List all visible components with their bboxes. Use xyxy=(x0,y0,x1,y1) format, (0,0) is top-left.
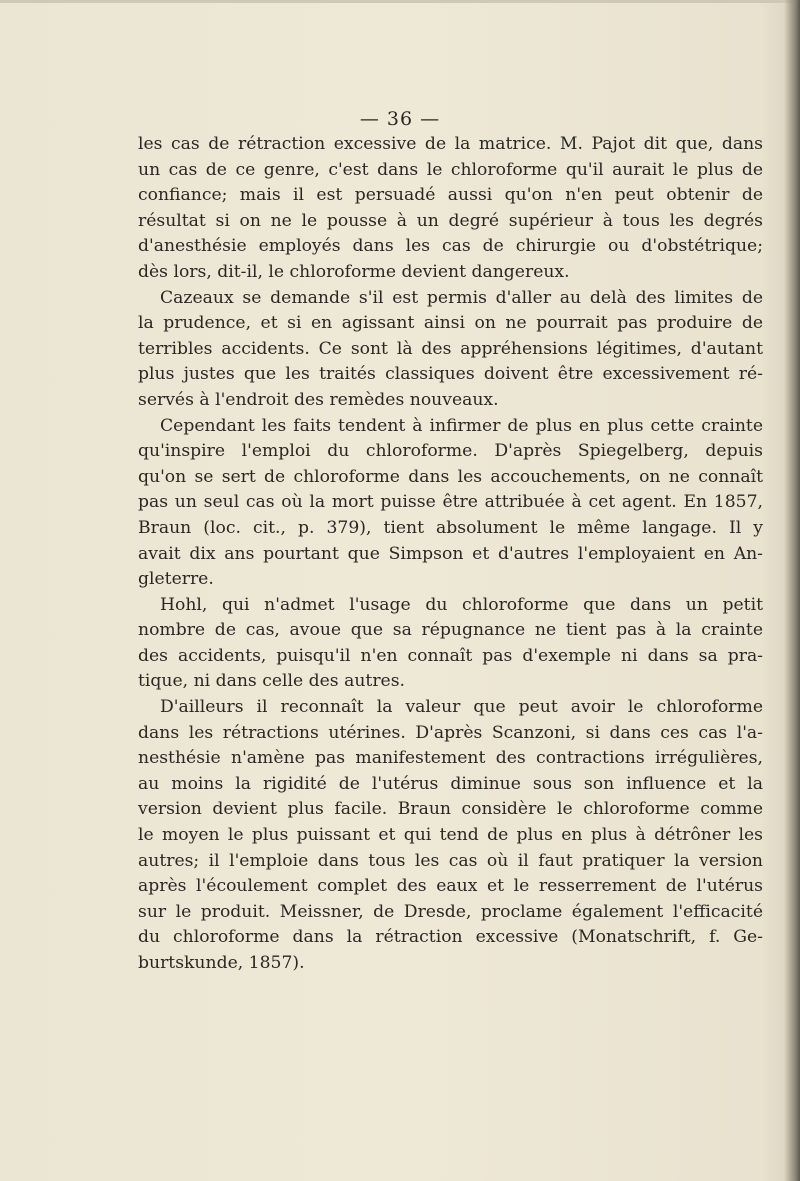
text-line: un cas de ce genre, c'est dans le chloroforme qu'il aurait le plus de xyxy=(138,159,763,180)
page-edge-shadow xyxy=(784,0,800,1181)
text-line: burtskunde, 1857). xyxy=(138,953,305,973)
text-line: d'anesthésie employés dans les cas de chirurgie ou d'obstétrique; xyxy=(138,236,763,257)
text-line: avait dix ans pourtant que Simpson et d'autres l'employaient en An- xyxy=(138,543,763,564)
text-line: tique, ni dans celle des autres. xyxy=(138,671,405,692)
text-line: autres; il l'emploie dans tous les cas où il faut pratiquer la version xyxy=(138,850,763,871)
page-number: — 36 — xyxy=(359,108,441,130)
paragraph-4 xyxy=(138,593,763,695)
paragraph-3 xyxy=(138,414,763,593)
text-line: qu'inspire l'emploi du chloroforme. D'après Spiegelberg, depuis xyxy=(138,441,763,462)
text-line: terribles accidents. Ce sont là des appréhensions légitimes, d'autant xyxy=(138,338,763,359)
text-line: les cas de rétraction excessive de la matrice. M. Pajot dit que, dans xyxy=(138,134,763,154)
text-line: dès lors, dit-il, le chloroforme devient dangereux. xyxy=(138,261,570,282)
text-line: après l'écoulement complet des eaux et le resserrement de l'utérus xyxy=(138,876,763,897)
text-line: résultat si on ne le pousse à un degré supérieur à tous les degrés xyxy=(138,210,763,231)
text-line: sur le produit. Meissner, de Dresde, proclame également l'efficacité xyxy=(138,901,763,922)
text-line: des accidents, puisqu'il n'en connaît pas d'exemple ni dans sa pra- xyxy=(138,645,763,666)
text-line: nombre de cas, avoue que sa répugnance ne tient pas à la crainte xyxy=(138,620,763,641)
text-line: le moyen le plus puissant et qui tend de plus en plus à détrôner les xyxy=(138,825,763,846)
text-line: plus justes que les traités classiques doivent être excessivement ré- xyxy=(138,364,763,385)
paragraph-5 xyxy=(138,695,763,977)
paragraph-2 xyxy=(138,286,763,414)
text-line: du chloroforme dans la rétraction excessive (Monatschrift, f. Ge- xyxy=(138,927,763,948)
text-line: Cazeaux se demande s'il est permis d'aller au delà des limites de xyxy=(160,287,763,308)
text-line: gleterre. xyxy=(138,569,214,590)
text-line: la prudence, et si en agissant ainsi on ne pourrait pas produire de xyxy=(138,313,763,334)
text-line: pas un seul cas où la mort puisse être attribuée à cet agent. En 1857, xyxy=(138,492,763,513)
text-line: dans les rétractions utérines. D'après Scanzoni, si dans ces cas l'a- xyxy=(138,722,763,743)
text-line: version devient plus facile. Braun considère le chloroforme comme xyxy=(138,799,763,820)
text-line: confiance; mais il est persuadé aussi qu'on n'en peut obtenir de xyxy=(138,185,763,206)
text-line: D'ailleurs il reconnaît la valeur que peut avoir le chloroforme xyxy=(160,697,763,718)
body-text xyxy=(138,132,763,977)
text-line: Braun (loc. cit., p. 379), tient absolument le même langage. Il y xyxy=(138,517,763,538)
paragraph-1 xyxy=(138,132,763,286)
text-line: qu'on se sert de chloroforme dans les accouchements, on ne connaît xyxy=(138,466,763,487)
text-line: nesthésie n'amène pas manifestement des contractions irrégulières, xyxy=(138,748,763,769)
text-line: au moins la rigidité de l'utérus diminue sous son influence et la xyxy=(138,773,763,794)
text-line: servés à l'endroit des remèdes nouveaux. xyxy=(138,389,499,410)
top-rule xyxy=(0,0,800,3)
text-line: Cependant les faits tendent à infirmer de plus en plus cette crainte xyxy=(160,415,763,436)
text-line: Hohl, qui n'admet l'usage du chloroforme que dans un petit xyxy=(160,594,763,615)
